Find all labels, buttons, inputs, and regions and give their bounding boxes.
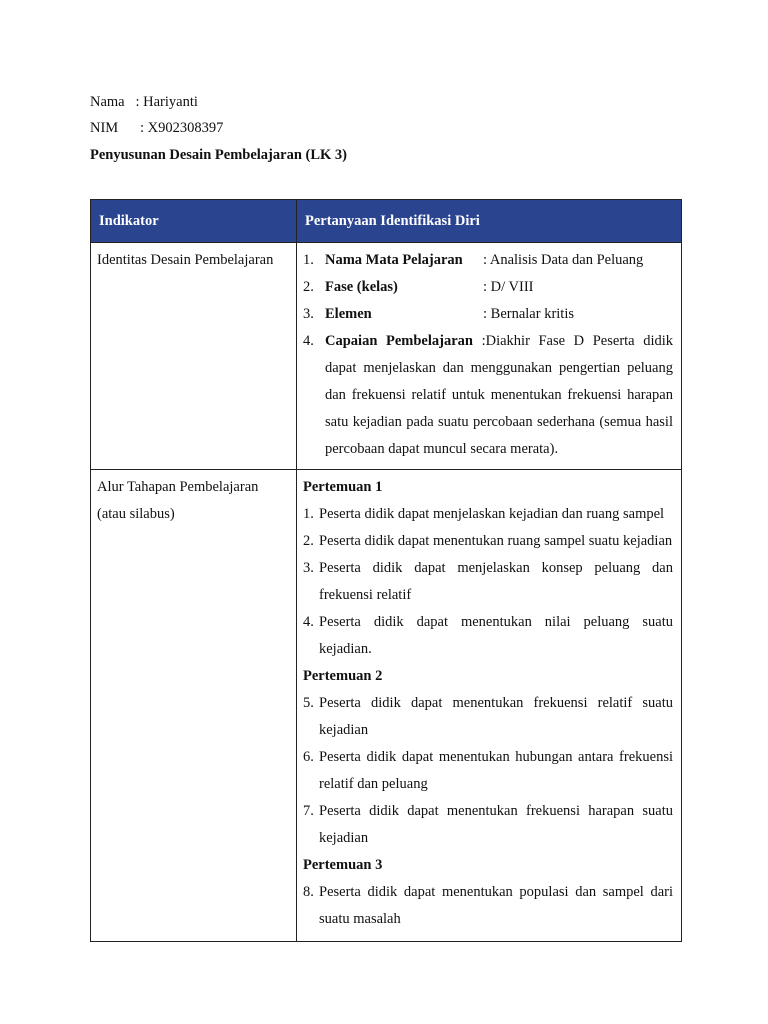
table-header-row [91, 200, 682, 243]
alur-details [297, 470, 682, 942]
name-label: Nama [90, 94, 125, 110]
capaian-value: :Diakhir Fase D Peserta didik dapat menjelaskan dan menggunakan pengertian peluang dan frekuensi relatif untuk menentukan frekuensi harapan satu kejadian pada suatu percobaan sederhana (semua hasil percobaan dapat muncul secara merata). [325, 333, 674, 457]
field-value: : D/ VIII [483, 279, 534, 295]
list-item: 2. Fase (kelas) : D/ VIII [303, 274, 673, 301]
column-header-indikator: Indikator [91, 200, 297, 243]
list-item: 8. Peserta didik dapat menentukan populasi dan sampel dari suatu masalah [303, 884, 673, 927]
list-item: 2. Peserta didik dapat menentukan ruang sampel suatu kejadian [303, 533, 673, 549]
identitas-details [297, 243, 682, 470]
table-row [91, 470, 682, 942]
field-key: Elemen [325, 306, 372, 322]
field-value: : Bernalar kritis [483, 306, 575, 322]
field-key: Nama Mata Pelajaran [325, 252, 463, 268]
name-line [90, 92, 198, 112]
field-key: Fase (kelas) [325, 279, 398, 295]
indicator-identitas: Identitas Desain Pembelajaran [91, 243, 297, 470]
nim-label: NIM [90, 120, 119, 136]
pertemuan-1-heading: Pertemuan 1 [303, 479, 383, 495]
list-item: 7. Peserta didik dapat menentukan frekuensi harapan suatu kejadian [303, 803, 673, 846]
pertemuan-3-heading: Pertemuan 3 [303, 857, 383, 873]
pertemuan-2-heading: Pertemuan 2 [303, 668, 383, 684]
list-item: 4. Peserta didik dapat menentukan nilai peluang suatu kejadian. [303, 614, 673, 657]
list-item: 3. Elemen : Bernalar kritis [303, 301, 673, 328]
name-value: : Hariyanti [135, 94, 198, 110]
field-value: : Analisis Data dan Peluang [483, 252, 644, 268]
capaian-key: Capaian Pembelajaran [325, 333, 473, 349]
column-header-pertanyaan: Pertanyaan Identifikasi Diri [297, 200, 682, 243]
list-item: 1. Nama Mata Pelajaran : Analisis Data dan Peluang [303, 247, 673, 274]
list-item: 3. Peserta didik dapat menjelaskan konsep peluang dan frekuensi relatif [303, 560, 673, 603]
list-item-capaian: 4. Capaian Pembelajaran :Diakhir Fase D Peserta didik dapat menjelaskan dan menggunakan pengertian peluang dan frekuensi relatif untuk menentukan frekuensi harapan satu kejadian pada suatu percobaan sederhana (semua hasil percobaan dapat muncul secara merata). [303, 333, 674, 457]
nim-value: : X902308397 [139, 120, 224, 136]
document-title: Penyusunan Desain Pembelajaran (LK 3) [90, 147, 347, 163]
nim-line [90, 118, 223, 138]
list-item: 1. Peserta didik dapat menjelaskan kejadian dan ruang sampel [303, 506, 665, 522]
indicator-alur: Alur Tahapan Pembelajaran (atau silabus) [91, 470, 297, 942]
list-item: 6. Peserta didik dapat menentukan hubungan antara frekuensi relatif dan peluang [303, 749, 673, 792]
lk3-table [90, 199, 682, 942]
list-item: 5. Peserta didik dapat menentukan frekuensi relatif suatu kejadian [303, 695, 673, 738]
table-row [91, 243, 682, 470]
